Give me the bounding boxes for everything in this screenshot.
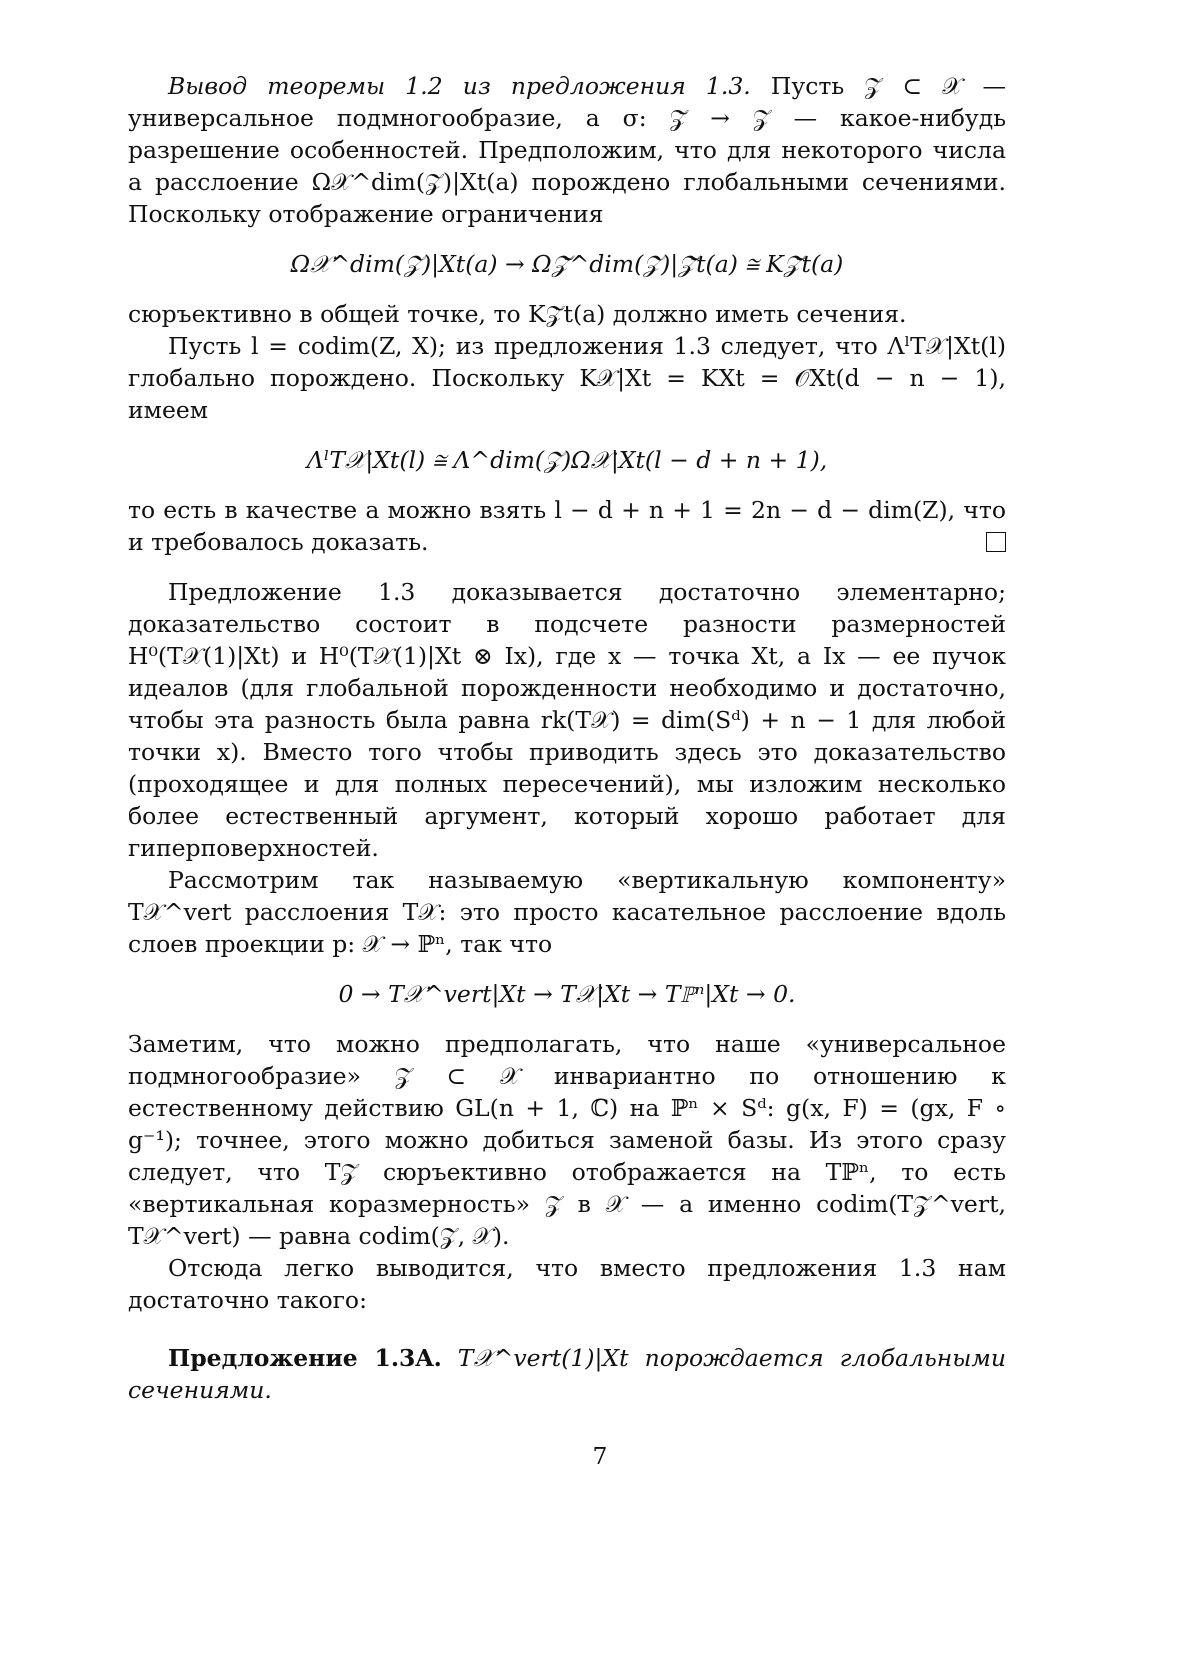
- paragraph-5: Предложение 1.3 доказывается достаточно элементарно; доказательство состоит в подсчете разности размерностей H⁰(T𝒳(1)|Xt) и H⁰(T𝒳(1)|Xt ⊗ Ix), где x — точка Xt, а Ix — ее пучок идеалов (для глобальной порожденности необходимо и достаточно, чтобы эта разность была равна rk(T𝒳) = dim(Sᵈ) + n − 1 для любой точки x). Вместо того чтобы приводить здесь это доказательство (проходящее и для полных пересечений), мы изложим несколько более естественный аргумент, который хорошо работает для гиперповерхностей.: [128, 578, 1006, 862]
- qed-symbol: [986, 532, 1006, 552]
- paragraph-7: Заметим, что можно предполагать, что наше «универсальное подмногообразие» 𝒵 ⊂ 𝒳 инвариантно по отношению к естественному действию GL(n + 1, ℂ) на ℙⁿ × Sᵈ: g(x, F) = (gx, F ∘ g⁻¹); точнее, этого можно добиться заменой базы. Из этого сразу следует, что T𝒵 сюръективно отображается на Tℙⁿ, то есть «вертикальная коразмерность» 𝒵 в 𝒳 — а именно codim(T𝒵^vert, T𝒳^vert) — равна codim(𝒵, 𝒳).: [128, 1030, 1006, 1250]
- paragraph-1: [128, 70, 1006, 230]
- equation-1: Ω𝒳^dim(𝒵)|Xt(a) → Ω𝒵̃^dim(𝒵)|𝒵̃t(a) ≅ K𝒵̃t(a): [290, 250, 844, 278]
- paragraph-4-text: то есть в качестве a можно взять l − d + n + 1 = 2n − d − dim(Z), что и требовалось доказать.: [128, 496, 1006, 556]
- proposition-1-3a: [128, 1342, 1006, 1406]
- paragraph-6: Рассмотрим так называемую «вертикальную компоненту» T𝒳^vert расслоения T𝒳: это просто касательное расслоение вдоль слоев проекции p: 𝒳 → ℙⁿ, так что: [128, 866, 1006, 958]
- equation-3: 0 → T𝒳^vert|Xt → T𝒳|Xt → Tℙⁿ|Xt → 0.: [338, 980, 796, 1008]
- paragraph-4: [128, 494, 1006, 558]
- proposition-formula: T𝒳^vert(1)|Xt: [457, 1344, 629, 1372]
- paragraph-8: Отсюда легко выводится, что вместо предложения 1.3 нам достаточно такого:: [128, 1254, 1006, 1314]
- paragraph-1-text: Пусть 𝒵 ⊂ 𝒳 — универсальное подмногообразие, а σ: 𝒵̃ → 𝒵 — какое-нибудь разрешение особенностей. Предположим, что для некоторого числа a расслоение Ω𝒳^dim(𝒵)|Xt(a) порождено глобальными сечениями. Поскольку отображение ограничения: [128, 72, 1006, 228]
- proposition-label: Предложение 1.3A.: [168, 1344, 442, 1372]
- page-body: [128, 70, 1006, 1406]
- proposition-text: порождается глобальными сечениями.: [128, 1344, 1006, 1404]
- page-number: 7: [592, 1442, 608, 1470]
- equation-2: ΛˡT𝒳|Xt(l) ≅ Λ^dim(𝒵)Ω𝒳|Xt(l − d + n + 1),: [306, 446, 828, 474]
- derivation-heading: Вывод теоремы 1.2 из предложения 1.3.: [168, 72, 751, 100]
- paragraph-3: Пусть l = codim(Z, X); из предложения 1.3 следует, что ΛˡT𝒳|Xt(l) глобально порождено. Поскольку K𝒳|Xt = KXt = 𝒪Xt(d − n − 1), имеем: [128, 332, 1006, 424]
- paragraph-2: сюръективно в общей точке, то K𝒵̃t(a) должно иметь сечения.: [128, 300, 907, 328]
